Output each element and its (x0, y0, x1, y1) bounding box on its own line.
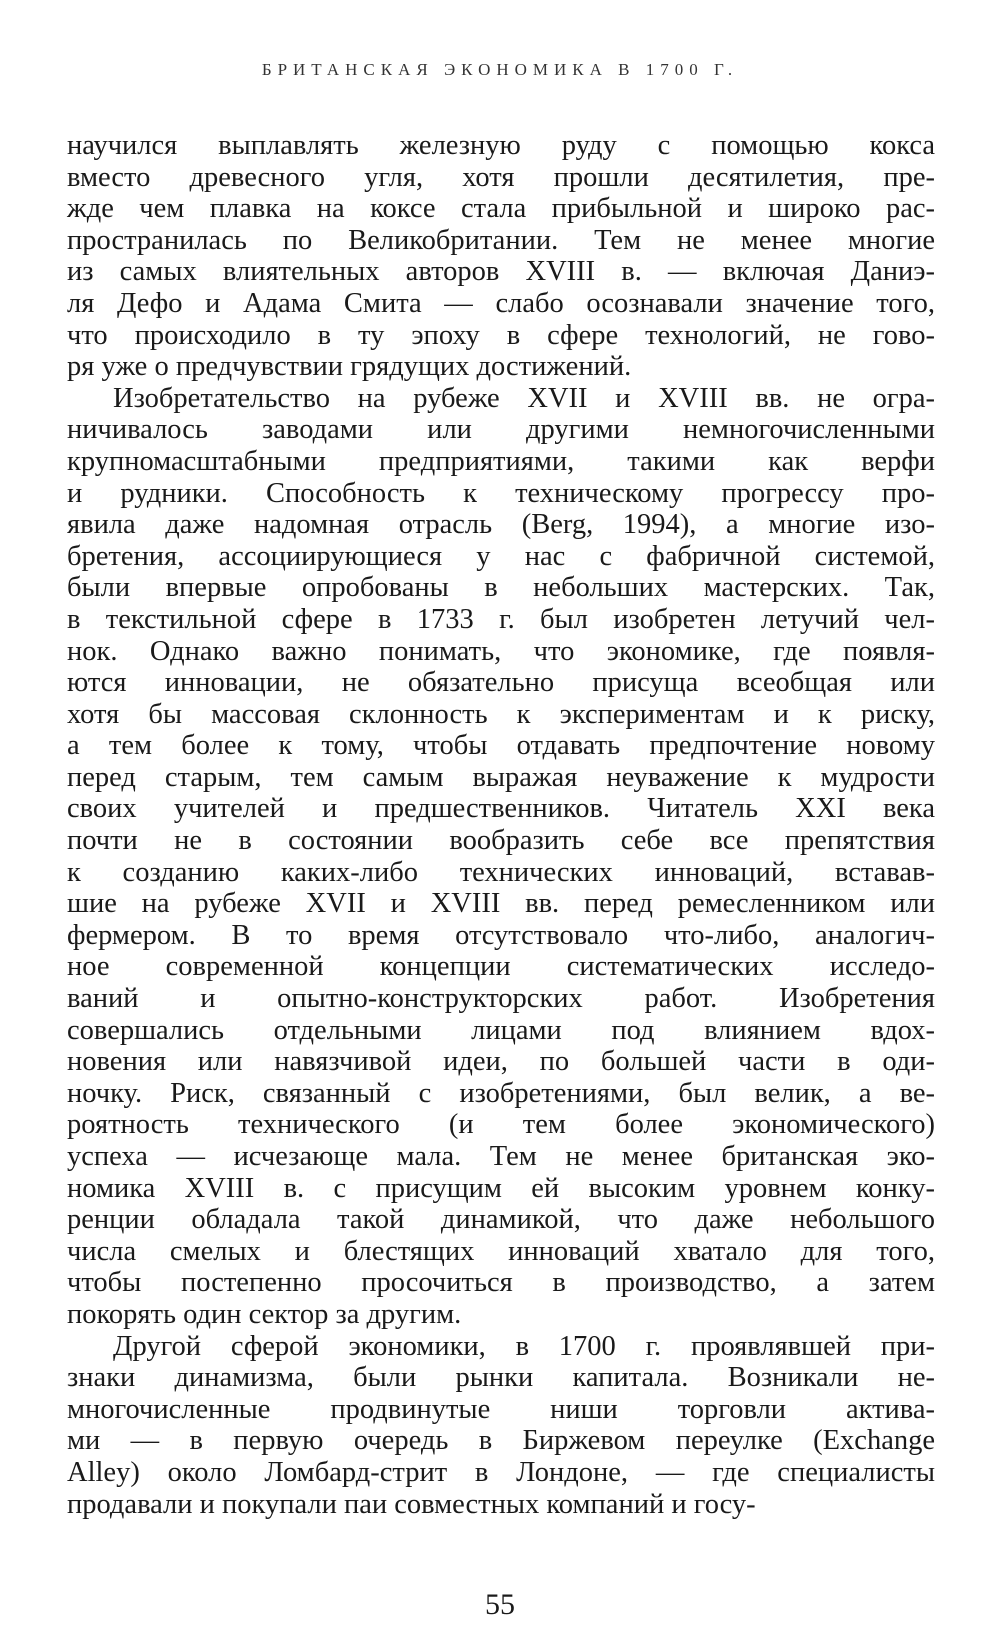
text-line: Другой сферой экономики, в 1700 г. проявлявшей при- (113, 1330, 935, 1362)
running-head: БРИТАНСКАЯ ЭКОНОМИКА В 1700 Г. (261, 60, 739, 79)
text-line: ми — в первую очередь в Биржевом переулке (Exchange (67, 1425, 935, 1457)
text-line: успеха — исчезающе мала. Тем не менее британская эко- (67, 1141, 935, 1172)
text-line: числа смелых и блестящих инноваций хватало для того, (67, 1235, 935, 1267)
text-line: знаки динамизма, были рынки капитала. Возникали не- (67, 1362, 935, 1394)
paragraph (67, 1331, 935, 1521)
text-line: крупномасштабными предприятиями, такими как верфи (67, 445, 935, 477)
text-line: ваний и опытно-конструкторских работ. Изобретения (67, 983, 935, 1015)
text-line: были впервые опробованы в небольших мастерских. Так, (67, 572, 935, 604)
page-number: 55 (485, 1588, 515, 1621)
paragraph (67, 383, 935, 1331)
paragraph (67, 130, 935, 383)
text-line: хотя бы массовая склонность к экспериментам и к риску, (67, 698, 935, 730)
text-line: ля Дефо и Адама Смита — слабо осознавали значение того, (67, 287, 935, 319)
text-line: вместо древесного угля, хотя прошли десятилетия, пре- (67, 161, 935, 193)
text-line: совершались отдельными лицами под влиянием вдох- (67, 1014, 935, 1046)
text-line: и рудники. Способность к техническому прогрессу про- (67, 477, 935, 509)
text-line: жде чем плавка на коксе стала прибыльной и широко рас- (67, 193, 935, 225)
text-line: что происходило в ту эпоху в сфере технологий, не гово- (67, 319, 935, 351)
text-line: почти не в состоянии вообразить себе все препятствия (67, 825, 935, 857)
text-line: перед старым, тем самым выражая неуважение к мудрости (67, 761, 935, 793)
text-line: ное современной концепции систематических исследо- (67, 951, 935, 983)
text-line: фермером. В то время отсутствовало что-либо, аналогич- (67, 919, 935, 951)
text-line: ются инновации, не обязательно присуща всеобщая или (67, 667, 935, 699)
text-line: ренции обладала такой динамикой, что даже небольшого (67, 1204, 935, 1236)
text-line: явила даже надомная отрасль (Berg, 1994), а многие изо- (67, 509, 935, 541)
text-line: продавали и покупали паи совместных компаний и госу- (67, 1488, 756, 1520)
text-line: бретения, ассоциирующиеся у нас с фабричной системой, (67, 540, 935, 572)
text-line: ря уже о предчувствии грядущих достижений. (67, 351, 632, 383)
text-line: из самых влиятельных авторов XVIII в. — включая Даниэ- (67, 256, 935, 288)
text-line: к созданию каких-либо технических инноваций, вставав- (67, 856, 935, 888)
text-line: многочисленные продвинутые ниши торговли актива- (67, 1393, 935, 1425)
text-line: Изобретательство на рубеже XVII и XVIII вв. не огра- (113, 382, 935, 414)
text-line: ночку. Риск, связанный с изобретениями, был велик, а ве- (67, 1077, 935, 1109)
text-line: Alley) около Ломбард-стрит в Лондоне, — где специалисты (67, 1456, 935, 1488)
text-line: покорять один сектор за другим. (67, 1298, 462, 1330)
text-line: а тем более к тому, чтобы отдавать предпочтение новому (67, 730, 935, 762)
text-line: пространилась по Великобритании. Тем не менее многие (67, 224, 935, 256)
text-line: нок. Однако важно понимать, что экономике, где появля- (67, 635, 935, 667)
text-line: новения или навязчивой идеи, по большей части в оди- (67, 1046, 935, 1078)
body-text (67, 130, 935, 1520)
text-line: своих учителей и предшественников. Читатель XXI века (67, 793, 935, 825)
text-line: шие на рубеже XVII и XVIII вв. перед ремесленником или (67, 888, 935, 920)
text-line: чтобы постепенно просочиться в производство, а затем (67, 1267, 935, 1299)
text-line: в текстильной сфере в 1733 г. был изобретен летучий чел- (67, 603, 935, 635)
text-line: ничивалось заводами или другими немногочисленными (67, 414, 935, 446)
text-line: номика XVIII в. с присущим ей высоким уровнем конку- (67, 1172, 935, 1204)
text-line: научился выплавлять железную руду с помощью кокса (67, 130, 935, 161)
text-line: роятность технического (и тем более экономического) (67, 1109, 935, 1141)
